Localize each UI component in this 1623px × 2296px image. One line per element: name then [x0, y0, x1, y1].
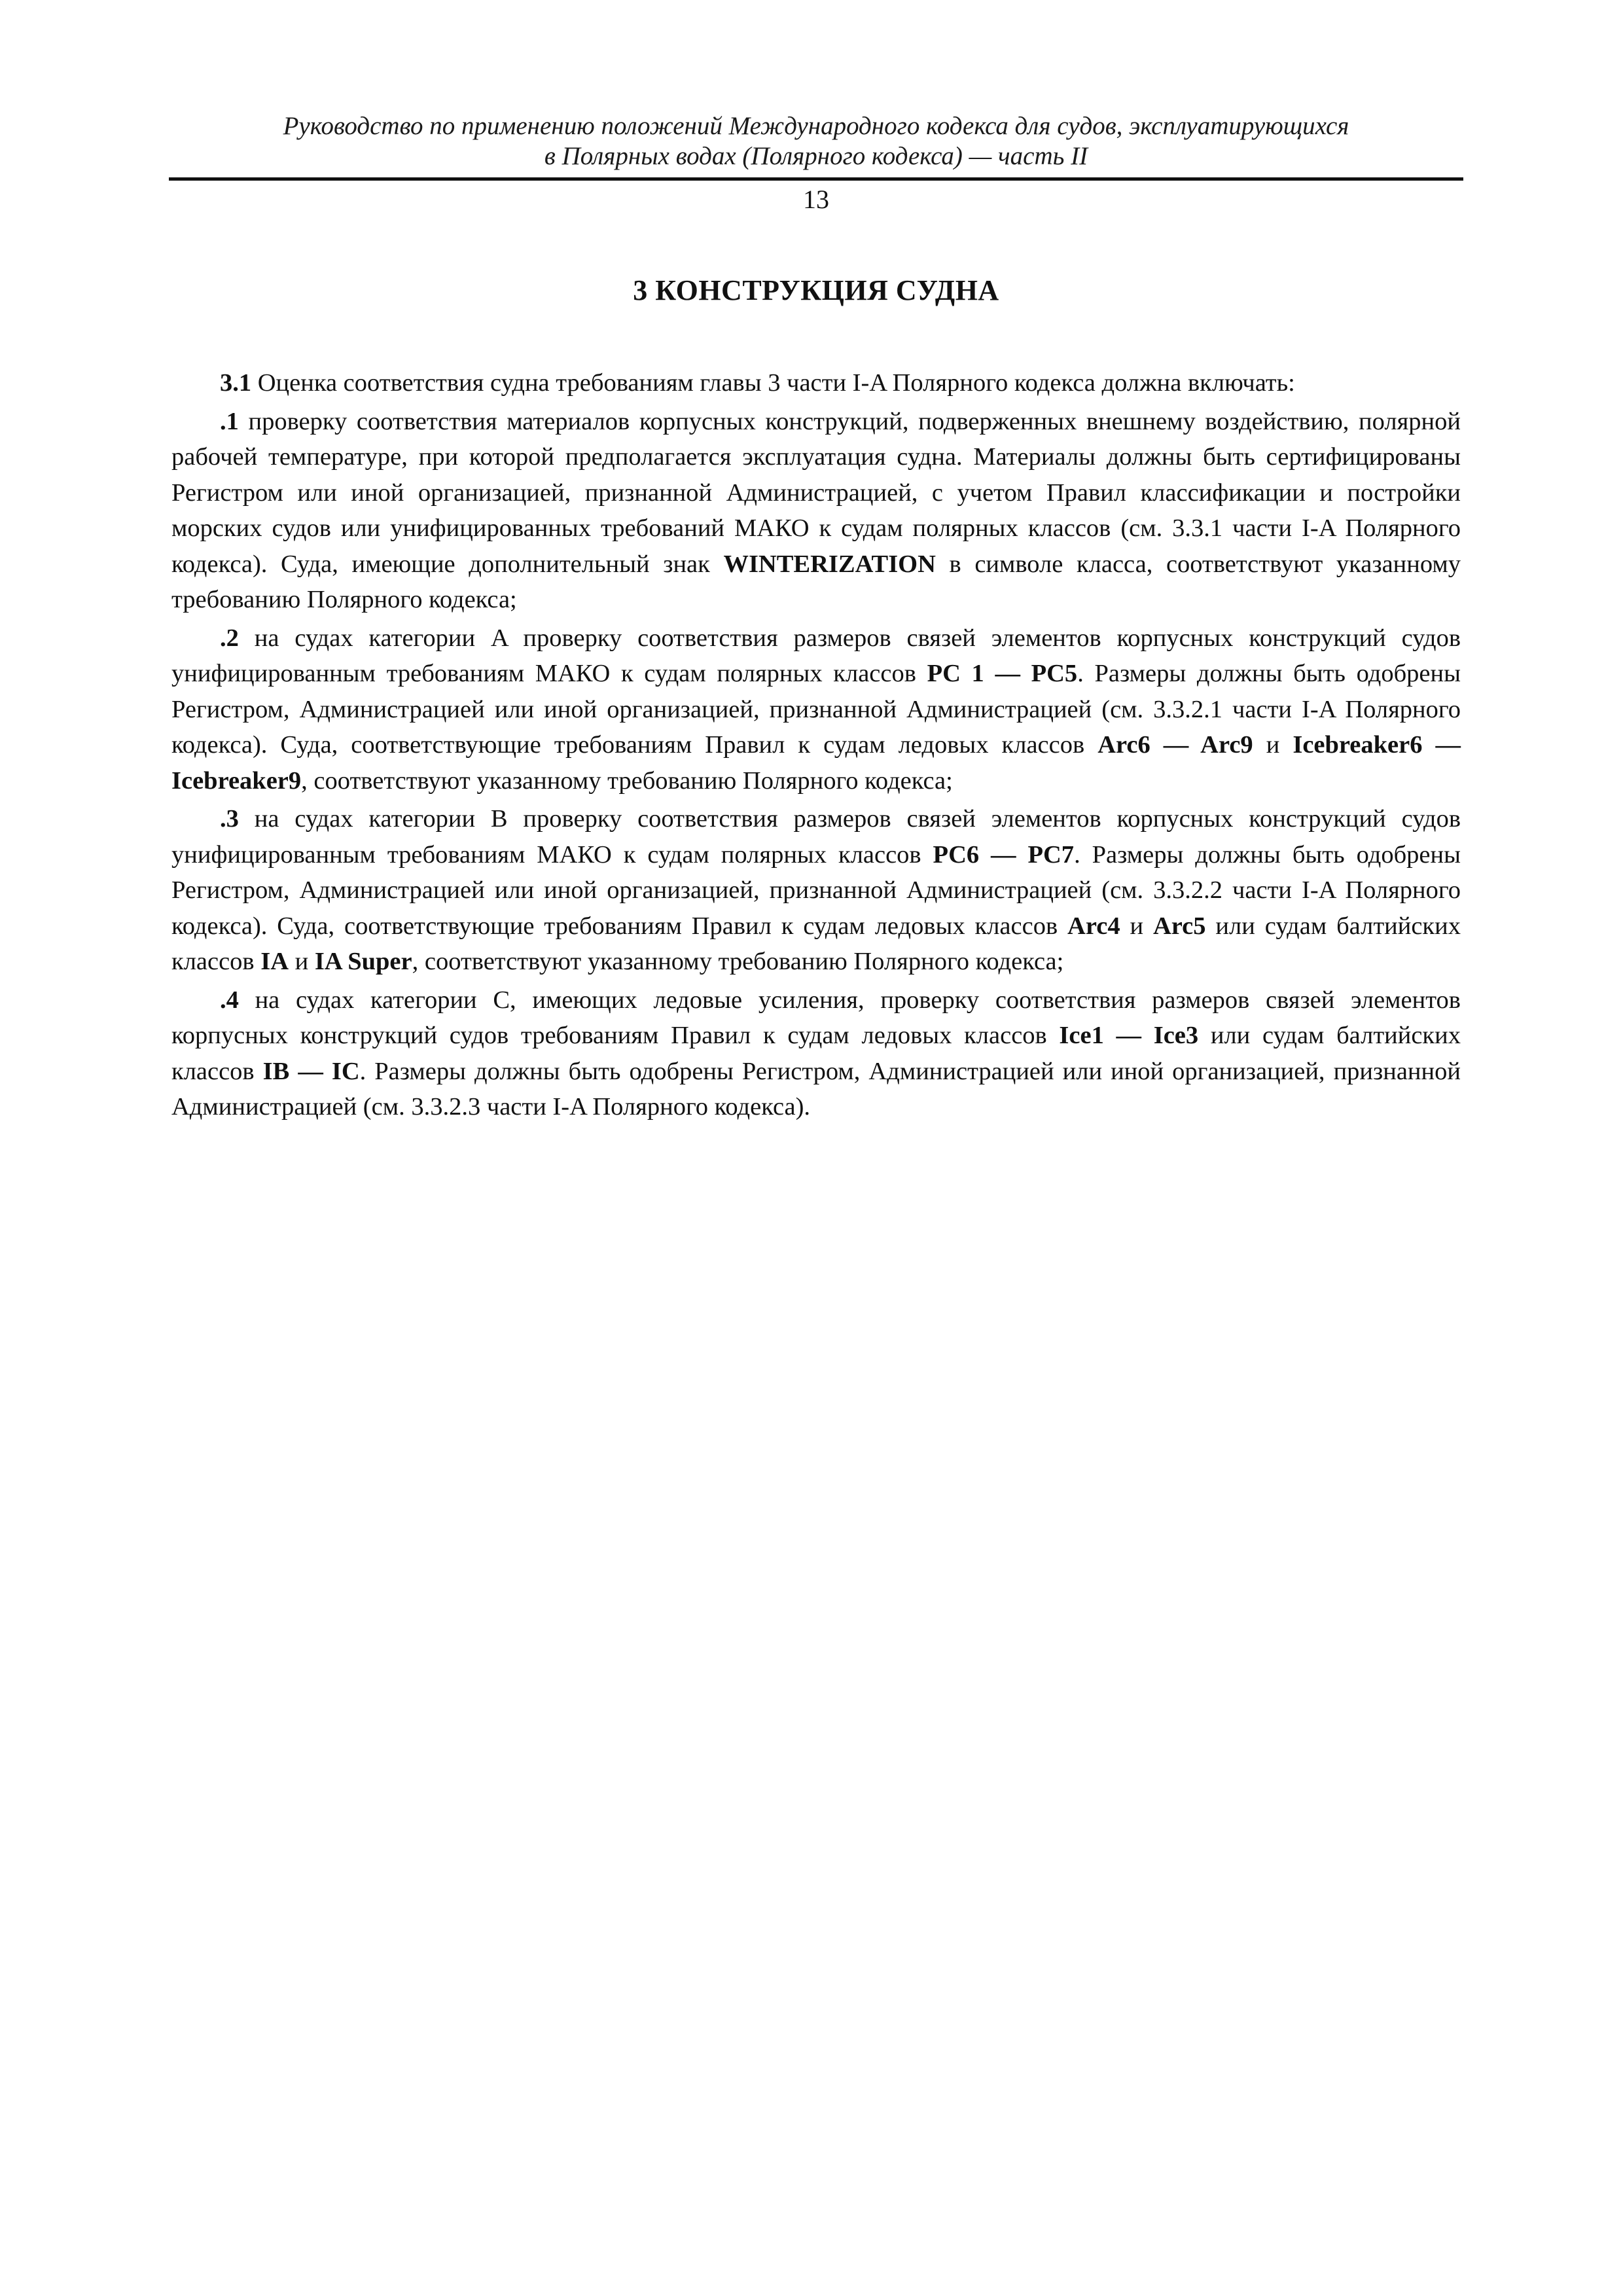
- class-notation: IB — IC: [262, 1057, 360, 1085]
- class-notation: PC 1 — PC5: [927, 660, 1078, 687]
- paragraph-number: .1: [220, 407, 239, 435]
- paragraph-text: . Размеры должны быть одобрены Регистром, Администрацией или иной организацией, признанной Администрацией (см. 3.3.2.2 части I-A Полярного кодекса). Суда, соответствующие требованиям Правил к судам ледовых классов: [171, 840, 1461, 940]
- paragraph-text: проверку соответствия материалов корпусных конструкций, подверженных внешнему воздействию, полярной рабочей температуре, при которой предполагается эксплуатация судна. Материалы должны быть сертифицированы Регистром или иной организацией, признанной Администрацией, с учетом Правил классификации и постройки морских судов или унифицированных требований МАКО к судам полярных классов (см. 3.3.1 части I-A Полярного кодекса). Суда, имеющие дополнительный знак: [171, 407, 1461, 578]
- paragraph-text: , соответствуют указанному требованию Полярного кодекса;: [301, 766, 953, 795]
- class-notation: Arc6 — Arc9: [1097, 731, 1253, 759]
- paragraph-text: в символе класса, соответствуют указанному требованию Полярного кодекса;: [171, 550, 1461, 613]
- paragraph-number: .2: [220, 624, 239, 652]
- paragraph-item-1: [171, 404, 1461, 618]
- class-notation: WINTERIZATION: [723, 550, 936, 578]
- paragraph-item-2: [171, 620, 1461, 799]
- class-notation: IA: [260, 948, 289, 975]
- class-notation: Ice1 — Ice3: [1059, 1022, 1199, 1049]
- class-notation: Icebreaker6 — Icebreaker9: [171, 731, 1461, 795]
- paragraph-item-3: [171, 801, 1461, 980]
- running-header-line-2: в Полярных водах (Полярного кодекса) — часть II: [544, 142, 1088, 170]
- paragraph-text: и: [1120, 912, 1153, 940]
- paragraph-text: . Размеры должны быть одобрены Регистром, Администрацией или иной организацией, признанной Администрацией (см. 3.3.2.3 части I-A Полярного кодекса).: [171, 1057, 1461, 1121]
- page-number: 13: [803, 185, 829, 214]
- header-divider: [169, 177, 1463, 181]
- paragraph-number: 3.1: [220, 369, 252, 397]
- paragraph-number: .4: [220, 986, 239, 1014]
- paragraph-number: .3: [220, 805, 239, 833]
- paragraph-text: и: [289, 948, 315, 975]
- paragraph-text: на судах категории A проверку соответствия размеров связей элементов корпусных конструкций судов унифицированным требованиям МАКО к судам полярных классов: [171, 624, 1461, 687]
- paragraph-3-1: [171, 365, 1461, 401]
- paragraph-text: Оценка соответствия судна требованиям главы 3 части I-A Полярного кодекса должна включать:: [251, 369, 1295, 397]
- class-notation: IA Super: [314, 948, 412, 975]
- paragraph-text: . Размеры должны быть одобрены Регистром, Администрацией или иной организацией, признанной Администрацией (см. 3.3.2.1 части I-A Полярного кодекса). Суда, соответствующие требованиям Правил к судам ледовых классов: [171, 660, 1461, 759]
- section-body: [171, 365, 1461, 1128]
- paragraph-text: и: [1253, 731, 1293, 759]
- section-title: 3 КОНСТРУКЦИЯ СУДНА: [633, 274, 999, 306]
- paragraph-text: на судах категории B проверку соответствия размеров связей элементов корпусных конструкций судов унифицированным требованиям МАКО к судам полярных классов: [171, 805, 1461, 869]
- paragraph-text: или судам балтийских классов: [171, 1022, 1461, 1085]
- paragraph-text: или судам балтийских классов: [171, 912, 1461, 975]
- running-header: [169, 111, 1463, 171]
- paragraph-text: на судах категории C, имеющих ледовые усиления, проверку соответствия размеров связей элементов корпусных конструкций судов требованиям Правил к судам ледовых классов: [171, 986, 1461, 1049]
- paragraph-item-4: [171, 982, 1461, 1125]
- class-notation: Arc4: [1067, 912, 1120, 940]
- class-notation: Arc5: [1152, 912, 1206, 940]
- running-header-line-1: Руководство по применению положений Международного кодекса для судов, эксплуатирующихся: [283, 112, 1349, 140]
- paragraph-text: , соответствуют указанному требованию Полярного кодекса;: [412, 948, 1064, 975]
- class-notation: PC6 — PC7: [933, 840, 1075, 869]
